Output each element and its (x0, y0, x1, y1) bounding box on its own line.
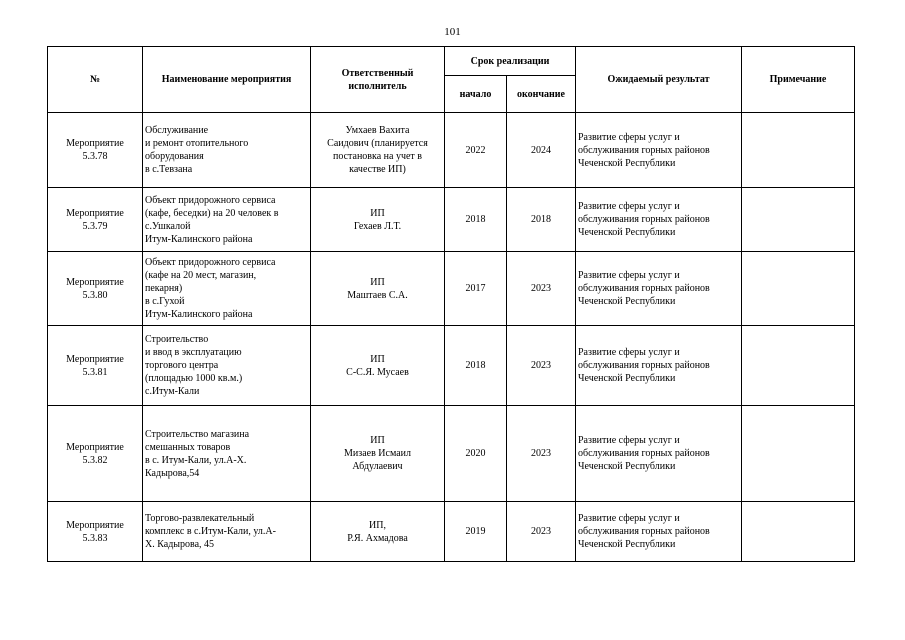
cell-end: 2018 (507, 188, 576, 252)
cell-end: 2023 (507, 502, 576, 562)
cell-number: Мероприятие 5.3.78 (48, 113, 143, 188)
header-period: Срок реализации (445, 47, 576, 76)
cell-responsible: ИП Мизаев Исмаил Абдулаевич (311, 406, 445, 502)
header-start: начало (445, 76, 507, 113)
cell-note (742, 113, 855, 188)
cell-name: Обслуживание и ремонт отопительного оборудования в с.Тевзана (143, 113, 311, 188)
cell-name: Строительство и ввод в эксплуатацию торгового центра (площадью 1000 кв.м.) с.Итум-Кали (143, 326, 311, 406)
cell-note (742, 502, 855, 562)
cell-result: Развитие сферы услуг и обслуживания горных районов Чеченской Республики (576, 188, 742, 252)
table-header (48, 47, 855, 113)
cell-responsible: ИП, Р.Я. Ахмадова (311, 502, 445, 562)
cell-end: 2023 (507, 252, 576, 326)
cell-responsible: ИП С-С.Я. Мусаев (311, 326, 445, 406)
header-number: № (48, 47, 143, 113)
header-result: Ожидаемый результат (576, 47, 742, 113)
cell-number: Мероприятие 5.3.81 (48, 326, 143, 406)
cell-result: Развитие сферы услуг и обслуживания горных районов Чеченской Республики (576, 406, 742, 502)
table-row (48, 252, 855, 326)
cell-result: Развитие сферы услуг и обслуживания горных районов Чеченской Республики (576, 252, 742, 326)
cell-start: 2018 (445, 326, 507, 406)
cell-end: 2023 (507, 326, 576, 406)
cell-name: Объект придорожного сервиса (кафе, беседки) на 20 человек в с.Ушкалой Итум-Калинского района (143, 188, 311, 252)
table-row (48, 188, 855, 252)
cell-number: Мероприятие 5.3.79 (48, 188, 143, 252)
header-note: Примечание (742, 47, 855, 113)
cell-note (742, 252, 855, 326)
cell-responsible: Умхаев Вахита Саидович (планируется постановка на учет в качестве ИП) (311, 113, 445, 188)
header-responsible: Ответственный исполнитель (311, 47, 445, 113)
header-end: окончание (507, 76, 576, 113)
cell-note (742, 406, 855, 502)
cell-responsible: ИП Маштаев С.А. (311, 252, 445, 326)
cell-start: 2022 (445, 113, 507, 188)
cell-name: Объект придорожного сервиса (кафе на 20 мест, магазин, пекарня) в с.Гухой Итум-Калинского района (143, 252, 311, 326)
cell-end: 2024 (507, 113, 576, 188)
cell-start: 2020 (445, 406, 507, 502)
table-body (48, 113, 855, 562)
cell-note (742, 326, 855, 406)
cell-number: Мероприятие 5.3.80 (48, 252, 143, 326)
cell-start: 2019 (445, 502, 507, 562)
table-row (48, 502, 855, 562)
cell-responsible: ИП Гехаев Л.Т. (311, 188, 445, 252)
table-row (48, 326, 855, 406)
header-name: Наименование мероприятия (143, 47, 311, 113)
cell-number: Мероприятие 5.3.82 (48, 406, 143, 502)
cell-result: Развитие сферы услуг и обслуживания горных районов Чеченской Республики (576, 502, 742, 562)
cell-start: 2018 (445, 188, 507, 252)
cell-name: Торгово-развлекательный комплекс в с.Итум-Кали, ул.А- Х. Кадырова, 45 (143, 502, 311, 562)
page-number: 101 (444, 26, 461, 38)
cell-number: Мероприятие 5.3.83 (48, 502, 143, 562)
cell-end: 2023 (507, 406, 576, 502)
cell-result: Развитие сферы услуг и обслуживания горных районов Чеченской Республики (576, 113, 742, 188)
cell-start: 2017 (445, 252, 507, 326)
table-row (48, 113, 855, 188)
cell-note (742, 188, 855, 252)
measures-table (47, 46, 855, 562)
cell-result: Развитие сферы услуг и обслуживания горных районов Чеченской Республики (576, 326, 742, 406)
table-row (48, 406, 855, 502)
cell-name: Строительство магазина смешанных товаров в с. Итум-Кали, ул.А-Х. Кадырова,54 (143, 406, 311, 502)
